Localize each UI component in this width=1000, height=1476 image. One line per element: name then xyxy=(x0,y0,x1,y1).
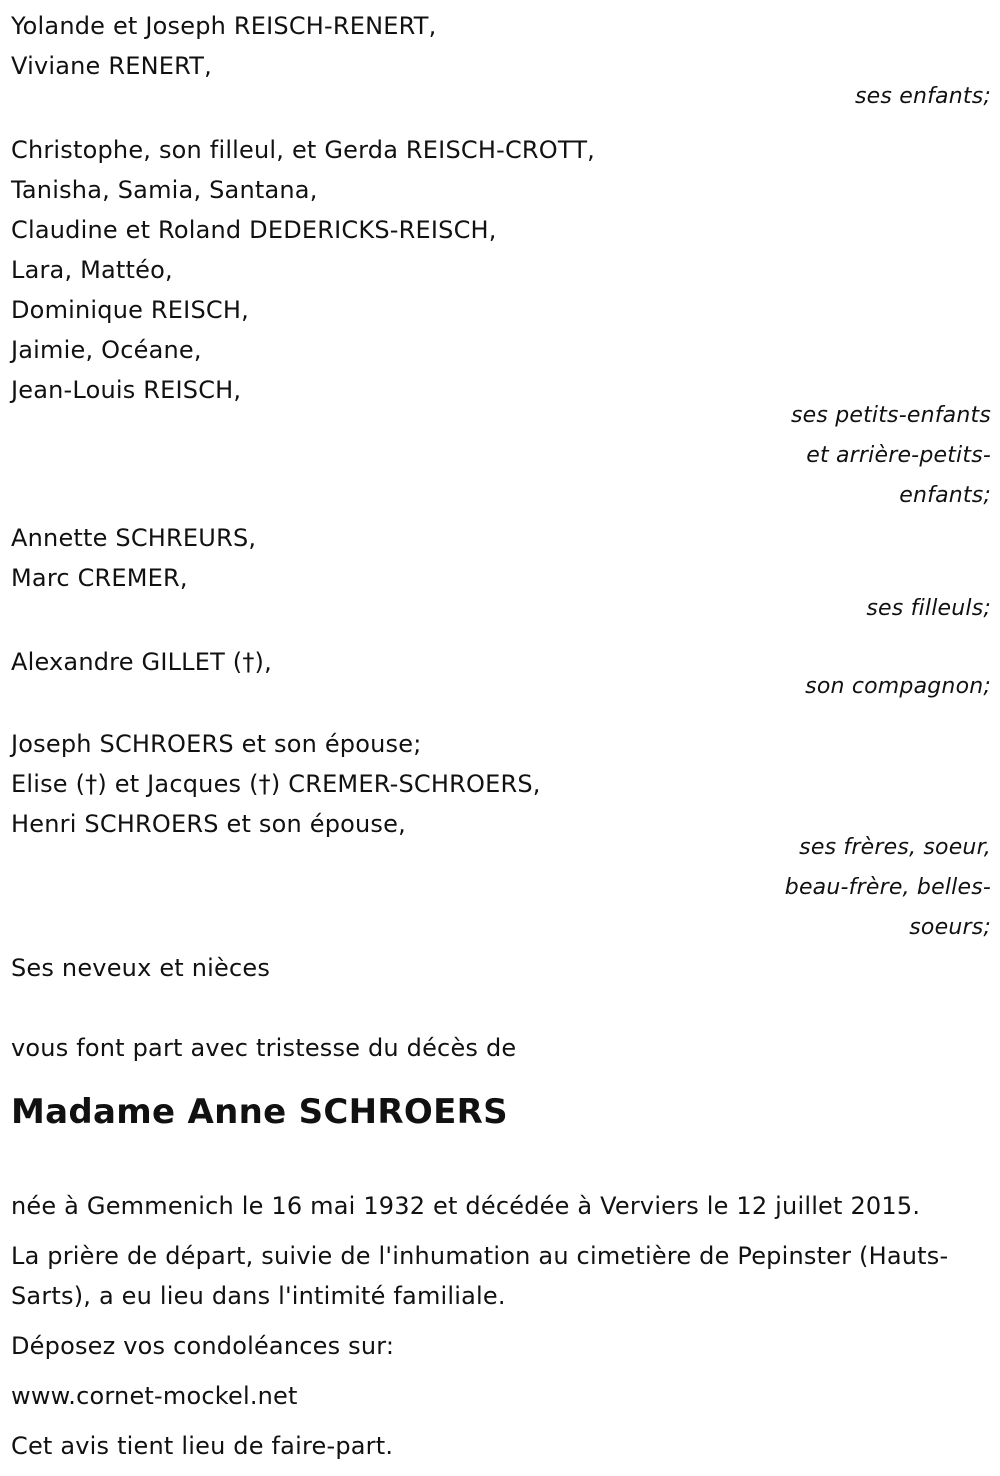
relation-label: son compagnon; xyxy=(805,674,991,699)
family-line: Annette SCHREURS, xyxy=(11,524,257,552)
relation-label: soeurs; xyxy=(909,915,991,940)
family-line: Tanisha, Samia, Santana, xyxy=(11,176,318,204)
obituary-notice xyxy=(11,6,991,1476)
relation-label: ses filleuls; xyxy=(866,596,991,621)
relation-label: ses frères, soeur, xyxy=(799,835,991,860)
children-group xyxy=(11,6,991,108)
grandchildren-group xyxy=(11,130,991,516)
godchildren-group xyxy=(11,518,991,620)
website-link[interactable]: www.cornet-mockel.net xyxy=(11,1382,298,1410)
relation-label: et arrière-petits- xyxy=(806,443,991,468)
family-line: Lara, Mattéo, xyxy=(11,256,173,284)
family-line: Elise (†) et Jacques (†) CREMER-SCHROERS, xyxy=(11,770,541,798)
companion-group xyxy=(11,642,991,698)
family-line: Jaimie, Océane, xyxy=(11,336,202,364)
closing-paragraph: Cet avis tient lieu de faire-part. xyxy=(11,1432,394,1460)
deceased-name: Madame Anne SCHROERS xyxy=(11,1092,508,1132)
siblings-group xyxy=(11,724,991,948)
family-line: Viviane RENERT, xyxy=(11,52,212,80)
family-line: Claudine et Roland DEDERICKS-REISCH, xyxy=(11,216,497,244)
relation-label: ses petits-enfants xyxy=(790,403,991,428)
nephews-line: Ses neveux et nièces xyxy=(11,954,271,982)
family-line: Henri SCHROERS et son épouse, xyxy=(11,810,406,838)
relation-label: enfants; xyxy=(899,483,991,508)
family-line: Yolande et Joseph REISCH-RENERT, xyxy=(11,12,437,40)
family-line: Joseph SCHROERS et son épouse; xyxy=(11,730,422,758)
family-line: Alexandre GILLET (†), xyxy=(11,648,272,676)
condolences-paragraph: Déposez vos condoléances sur: xyxy=(11,1332,395,1360)
relation-label: ses enfants; xyxy=(854,84,991,109)
family-line: Jean-Louis REISCH, xyxy=(11,376,242,404)
relation-label: beau-frère, belles- xyxy=(784,875,991,900)
family-line: Marc CREMER, xyxy=(11,564,188,592)
birth-death-paragraph: née à Gemmenich le 16 mai 1932 et décédée à Verviers le 12 juillet 2015. xyxy=(11,1192,921,1220)
family-line: Dominique REISCH, xyxy=(11,296,249,324)
announcement-line: vous font part avec tristesse du décès de xyxy=(11,1034,517,1062)
ceremony-paragraph: La prière de départ, suivie de l'inhumation au cimetière de Pepinster (Hauts-Sarts), a eu lieu dans l'intimité familiale. xyxy=(11,1242,949,1310)
family-line: Christophe, son filleul, et Gerda REISCH-CROTT, xyxy=(11,136,596,164)
